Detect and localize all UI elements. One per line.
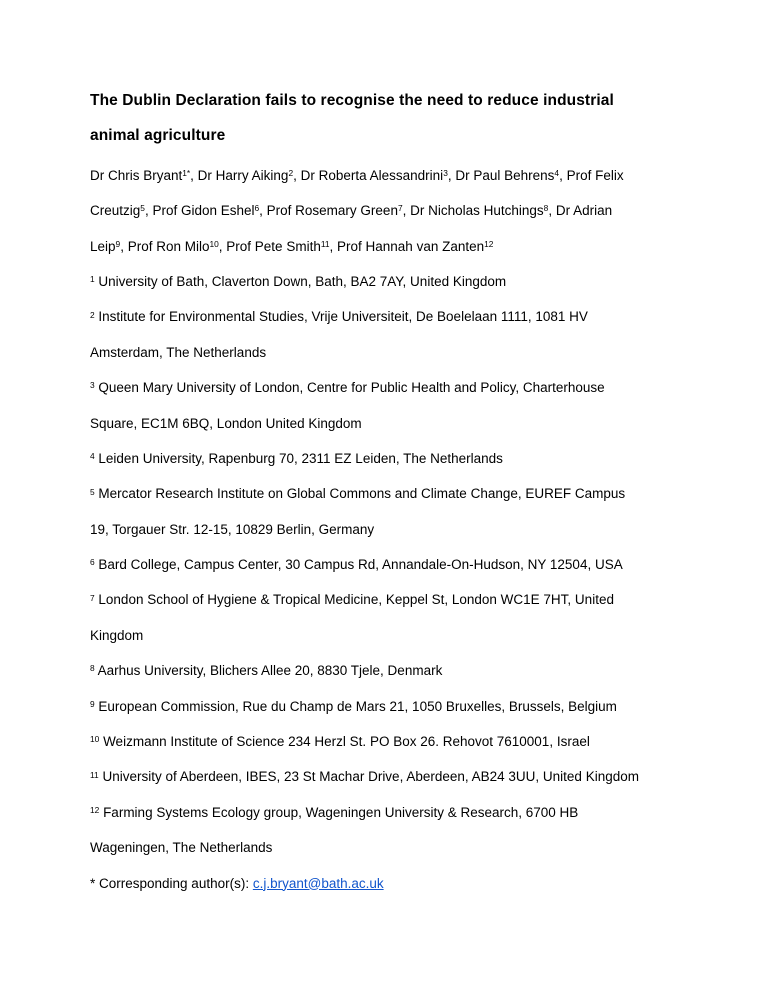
superscript-marker: 11	[320, 238, 330, 249]
paper-title-line-2: animal agriculture	[90, 127, 226, 145]
affiliation-line	[90, 370, 693, 405]
affiliation-line	[90, 724, 693, 759]
text-run: London School of Hygiene & Tropical Medicine, Keppel St, London WC1E 7HT, United	[94, 592, 614, 608]
superscript-marker: 10	[209, 238, 219, 249]
text-run: Dr Chris Bryant	[90, 167, 183, 183]
superscript-marker: 12	[484, 238, 494, 249]
superscript-marker: 9	[115, 238, 121, 249]
text-run: Institute for Environmental Studies, Vrije Universiteit, De Boelelaan 1111, 1081 HV	[94, 309, 588, 325]
affiliation-line	[90, 406, 693, 441]
text-run: , Prof Gidon Eshel	[144, 203, 255, 219]
affiliation-line	[90, 689, 693, 724]
superscript-marker: 11	[90, 769, 99, 780]
affiliation-line	[90, 335, 693, 370]
text-run: , Prof Ron Milo	[120, 238, 210, 254]
superscript-marker: 8	[543, 203, 549, 214]
superscript-marker: 6	[90, 557, 95, 568]
affiliation-list	[90, 264, 693, 866]
superscript-marker: 3	[90, 380, 95, 391]
affiliation-line	[90, 830, 693, 865]
text-run: Creutzig	[90, 203, 141, 219]
text-run: Mercator Research Institute on Global Commons and Climate Change, EUREF Campus	[94, 486, 626, 502]
text-run: Square, EC1M 6BQ, London United Kingdom	[90, 415, 362, 431]
corresponding-author-line	[90, 866, 693, 901]
text-run: , Prof Hannah van Zanten	[329, 238, 485, 254]
superscript-marker: 8	[90, 663, 95, 674]
text-run: , Dr Roberta Alessandrini	[293, 167, 444, 183]
text-run: Leip	[90, 238, 116, 254]
text-run: Wageningen, The Netherlands	[90, 840, 273, 856]
superscript-marker: 6	[254, 203, 260, 214]
authors-line	[90, 193, 693, 228]
text-run: Farming Systems Ecology group, Wageningen University & Research, 6700 HB	[99, 804, 579, 820]
superscript-marker: 7	[397, 203, 403, 214]
superscript-marker: 4	[554, 168, 560, 179]
text-run: , Dr Nicholas Hutchings	[402, 203, 544, 219]
text-run: Queen Mary University of London, Centre for Public Health and Policy, Charterhouse	[94, 380, 605, 396]
superscript-marker: 10	[90, 734, 100, 745]
superscript-marker: 5	[90, 486, 95, 497]
corresponding-email-link[interactable]: c.j.bryant@bath.ac.uk	[252, 875, 384, 891]
superscript-marker: 7	[90, 592, 95, 603]
authors-line	[90, 229, 693, 264]
superscript-marker: 2	[90, 309, 95, 320]
text-run: University of Aberdeen, IBES, 23 St Machar Drive, Aberdeen, AB24 3UU, United Kingdom	[98, 769, 639, 785]
paper-title	[90, 83, 693, 154]
superscript-marker: 9	[90, 698, 95, 709]
corresponding-author-line	[90, 866, 693, 901]
superscript-marker: 4	[90, 451, 95, 462]
affiliation-line	[90, 299, 693, 334]
superscript-marker: 1*	[182, 168, 191, 179]
authors-line	[90, 158, 693, 193]
affiliation-line	[90, 759, 693, 794]
affiliation-line	[90, 653, 693, 688]
superscript-marker: 3	[443, 168, 448, 179]
text-run: , Prof Pete Smith	[218, 238, 321, 254]
author-list	[90, 158, 693, 264]
text-run: Bard College, Campus Center, 30 Campus Rd, Annandale-On-Hudson, NY 12504, USA	[94, 557, 623, 573]
affiliation-line	[90, 795, 693, 830]
text-run: , Dr Adrian	[548, 203, 613, 219]
text-run: European Commission, Rue du Champ de Mars 21, 1050 Bruxelles, Brussels, Belgium	[94, 698, 617, 714]
text-run: Aarhus University, Blichers Allee 20, 8830 Tjele, Denmark	[94, 663, 443, 679]
text-run: 19, Torgauer Str. 12-15, 10829 Berlin, Germany	[90, 521, 375, 537]
text-run: Leiden University, Rapenburg 70, 2311 EZ Leiden, The Netherlands	[94, 450, 503, 466]
text-run: * Corresponding author(s):	[90, 875, 253, 891]
text-run: Weizmann Institute of Science 234 Herzl St. PO Box 26. Rehovot 7610001, Israel	[99, 734, 590, 750]
affiliation-line	[90, 582, 693, 617]
superscript-marker: 1	[90, 274, 95, 285]
affiliation-line	[90, 264, 693, 299]
superscript-marker: 5	[140, 203, 145, 214]
affiliation-line	[90, 547, 693, 582]
affiliation-line	[90, 618, 693, 653]
text-run: Kingdom	[90, 627, 144, 643]
superscript-marker: 2	[288, 168, 294, 179]
text-run: , Dr Harry Aiking	[190, 167, 289, 183]
text-run: Amsterdam, The Netherlands	[90, 344, 267, 360]
text-run: , Dr Paul Behrens	[447, 167, 555, 183]
text-run: , Prof Felix	[559, 167, 624, 183]
affiliation-line	[90, 512, 693, 547]
paper-title-line-1: The Dublin Declaration fails to recognise the need to reduce industrial	[90, 92, 614, 109]
affiliation-line	[90, 476, 693, 511]
affiliation-line	[90, 441, 693, 476]
text-run: , Prof Rosemary Green	[259, 203, 398, 219]
superscript-marker: 12	[90, 805, 100, 816]
text-run: University of Bath, Claverton Down, Bath, BA2 7AY, United Kingdom	[94, 273, 507, 289]
